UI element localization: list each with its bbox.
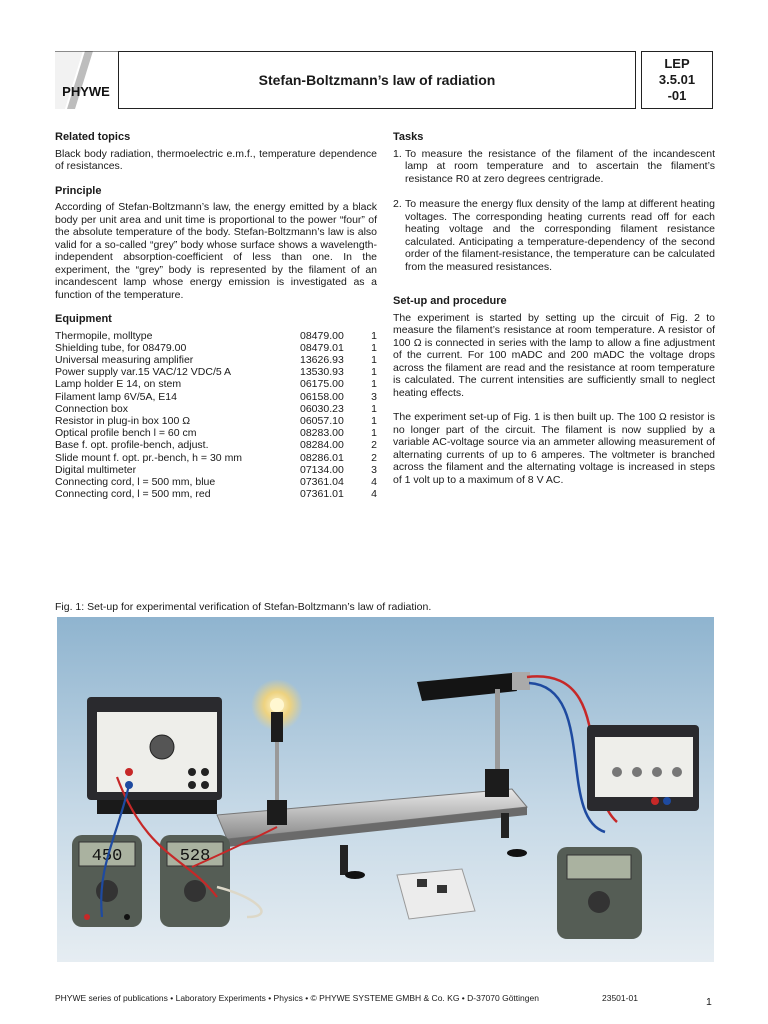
equipment-qty: 4 bbox=[371, 488, 377, 501]
meter1-display: 450 bbox=[91, 847, 123, 866]
equipment-name: Lamp holder E 14, on stem bbox=[55, 378, 182, 391]
phywe-logo bbox=[55, 51, 118, 109]
task-text: To measure the resistance of the filament of the incandescent lamp at room temperature and to ascertain the filament’s resistance R0 at zero degrees centrigrade. bbox=[405, 147, 715, 185]
lep-label: LEP bbox=[664, 56, 690, 71]
equipment-code: 06175.00 bbox=[300, 378, 344, 391]
equipment-name: Connection box bbox=[55, 402, 128, 415]
setup-paragraph-1: The experiment is started by setting up the circuit of Fig. 2 to measure the filament’s resistance at room temperature. A resistor of 100 Ω is connected in series with the lamp to allow a fine adjustment of the current. For 100 mADC and 200 mADC the voltage drops across the filament are read and the resistance at room temperature is calculated. The current intensities are sufficiently small to neglect heating effects. bbox=[393, 311, 715, 399]
equipment-name: Slide mount f. opt. pr.-bench, h = 30 mm bbox=[55, 451, 243, 464]
footer bbox=[55, 993, 713, 1008]
lep-variant: -01 bbox=[667, 88, 687, 103]
multimeter-2 bbox=[160, 835, 230, 927]
equipment-name: Optical profile bench l = 60 cm bbox=[55, 427, 197, 440]
equipment-qty: 1 bbox=[371, 366, 377, 379]
equipment-code: 06057.10 bbox=[300, 414, 344, 427]
equipment-code: 06030.23 bbox=[300, 402, 344, 415]
equipment-section bbox=[55, 313, 377, 500]
equipment-qty: 1 bbox=[371, 341, 377, 354]
equipment-name: Thermopile, molltype bbox=[55, 329, 153, 342]
task-number: 1. bbox=[393, 147, 402, 160]
equipment-qty: 1 bbox=[371, 414, 377, 427]
equipment-code: 08479.00 bbox=[300, 329, 344, 342]
figure-caption: Fig. 1: Set-up for experimental verification of Stefan-Boltzmann’s law of radiation. bbox=[55, 601, 432, 613]
equipment-qty: 1 bbox=[371, 378, 377, 391]
page-number: 1 bbox=[706, 996, 712, 1008]
footer-text: PHYWE series of publications • Laboratory Experiments • Physics • © PHYWE SYSTEME GMBH & Co. KG • D-37070 Göttingen bbox=[55, 993, 539, 1003]
equipment-code: 13530.93 bbox=[300, 366, 344, 379]
equipment-name: Connecting cord, l = 500 mm, red bbox=[55, 488, 211, 501]
setup-section bbox=[393, 295, 715, 486]
equipment-qty: 1 bbox=[371, 427, 377, 440]
lep-box bbox=[641, 51, 713, 109]
equipment-code: 08479.01 bbox=[300, 341, 344, 354]
task-item bbox=[393, 148, 715, 186]
equipment-table bbox=[55, 330, 377, 501]
power-supply bbox=[87, 697, 222, 814]
document-code: 23501-01 bbox=[602, 993, 638, 1003]
equipment-row bbox=[55, 476, 377, 488]
equipment-name: Digital multimeter bbox=[55, 463, 137, 476]
equipment-row bbox=[55, 330, 377, 342]
equipment-qty: 1 bbox=[371, 402, 377, 415]
equipment-row bbox=[55, 354, 377, 366]
related-topics-text: Black body radiation, thermoelectric e.m.f., temperature dependence of resistances. bbox=[55, 147, 377, 172]
principle-section bbox=[55, 185, 377, 302]
left-column bbox=[55, 131, 377, 512]
title-box bbox=[118, 51, 636, 109]
equipment-qty: 2 bbox=[371, 439, 377, 452]
equipment-row bbox=[55, 366, 377, 378]
task-item bbox=[393, 198, 715, 273]
equipment-row bbox=[55, 464, 377, 476]
equipment-code: 07361.01 bbox=[300, 488, 344, 501]
equipment-qty: 3 bbox=[371, 463, 377, 476]
equipment-code: 08284.00 bbox=[300, 439, 344, 452]
equipment-code: 06158.00 bbox=[300, 390, 344, 403]
lep-number: 3.5.01 bbox=[658, 72, 696, 87]
related-topics-section bbox=[55, 131, 377, 173]
equipment-row bbox=[55, 427, 377, 439]
right-column bbox=[393, 131, 715, 498]
related-topics-heading: Related topics bbox=[55, 131, 131, 143]
equipment-name: Shielding tube, for 08479.00 bbox=[55, 341, 187, 354]
connection-box bbox=[397, 869, 475, 919]
multimeter-3 bbox=[557, 847, 642, 939]
multimeter-1 bbox=[72, 835, 142, 927]
task-text: To measure the energy flux density of the lamp at different heating voltages. The corresponding heating currents read off for each heating voltage and the corresponding filament resistance calculated. Anticipating a temperature-dependency of the second order of the filament-resistance, the temperature can be calculated from the measured resistances. bbox=[405, 198, 715, 273]
principle-heading: Principle bbox=[55, 184, 102, 197]
logo-text: PHYWE bbox=[62, 84, 110, 99]
equipment-qty: 3 bbox=[371, 390, 377, 403]
tasks-heading: Tasks bbox=[393, 131, 424, 143]
equipment-qty: 1 bbox=[371, 353, 377, 366]
measuring-amplifier bbox=[587, 725, 699, 811]
tasks-section bbox=[393, 131, 715, 273]
equipment-name: Connecting cord, l = 500 mm, blue bbox=[55, 475, 216, 488]
setup-paragraph-2: The experiment set-up of Fig. 1 is then built up. The 100 Ω resistor is no longer part of the circuit. The filament is now supplied by a variable AC-voltage source via an ammeter allowing measurement of alternating currents of up to 6 amperes. The voltmeter is branched across the filament and the alternating voltage is increased in steps of 1 volt up to a maximum of 8 V AC. bbox=[393, 411, 715, 486]
equipment-row bbox=[55, 415, 377, 427]
equipment-row bbox=[55, 378, 377, 390]
tasks-list bbox=[393, 148, 715, 274]
equipment-code: 08286.01 bbox=[300, 451, 344, 464]
equipment-row bbox=[55, 488, 377, 500]
equipment-heading: Equipment bbox=[55, 313, 112, 325]
equipment-code: 13626.93 bbox=[300, 353, 344, 366]
equipment-name: Filament lamp 6V/5A, E14 bbox=[55, 390, 177, 403]
equipment-row bbox=[55, 391, 377, 403]
equipment-qty: 2 bbox=[371, 451, 377, 464]
principle-text: According of Stefan-Boltzmann’s law, the energy emitted by a black body per unit area and unit time is proportional to the power “four” of the absolute temperature of the body. Stefan-Boltzmann’s law is also valid for a so-called “grey” body whose surface shows a wavelength-independent absorption-coefficient of less than one. In the experiment, the “grey” body is represented by the filament of an incandescent lamp whose energy emission is investigated as a function of the temperature. bbox=[55, 201, 377, 301]
equipment-qty: 4 bbox=[371, 475, 377, 488]
equipment-name: Resistor in plug-in box 100 Ω bbox=[55, 414, 191, 427]
equipment-name: Base f. opt. profile-bench, adjust. bbox=[55, 439, 209, 452]
setup-photo bbox=[57, 617, 714, 962]
equipment-code: 07134.00 bbox=[300, 463, 344, 476]
equipment-code: 08283.00 bbox=[300, 427, 344, 440]
meter2-display: 528 bbox=[179, 847, 211, 866]
page-title: Stefan-Boltzmann’s law of radiation bbox=[258, 72, 496, 88]
equipment-name: Universal measuring amplifier bbox=[55, 353, 194, 366]
equipment-row bbox=[55, 439, 377, 451]
setup-heading: Set-up and procedure bbox=[393, 295, 507, 307]
equipment-row bbox=[55, 403, 377, 415]
equipment-name: Power supply var.15 VAC/12 VDC/5 A bbox=[55, 366, 232, 379]
task-number: 2. bbox=[393, 198, 402, 210]
equipment-code: 07361.04 bbox=[300, 475, 344, 488]
equipment-qty: 1 bbox=[371, 329, 377, 342]
equipment-row bbox=[55, 452, 377, 464]
equipment-row bbox=[55, 342, 377, 354]
